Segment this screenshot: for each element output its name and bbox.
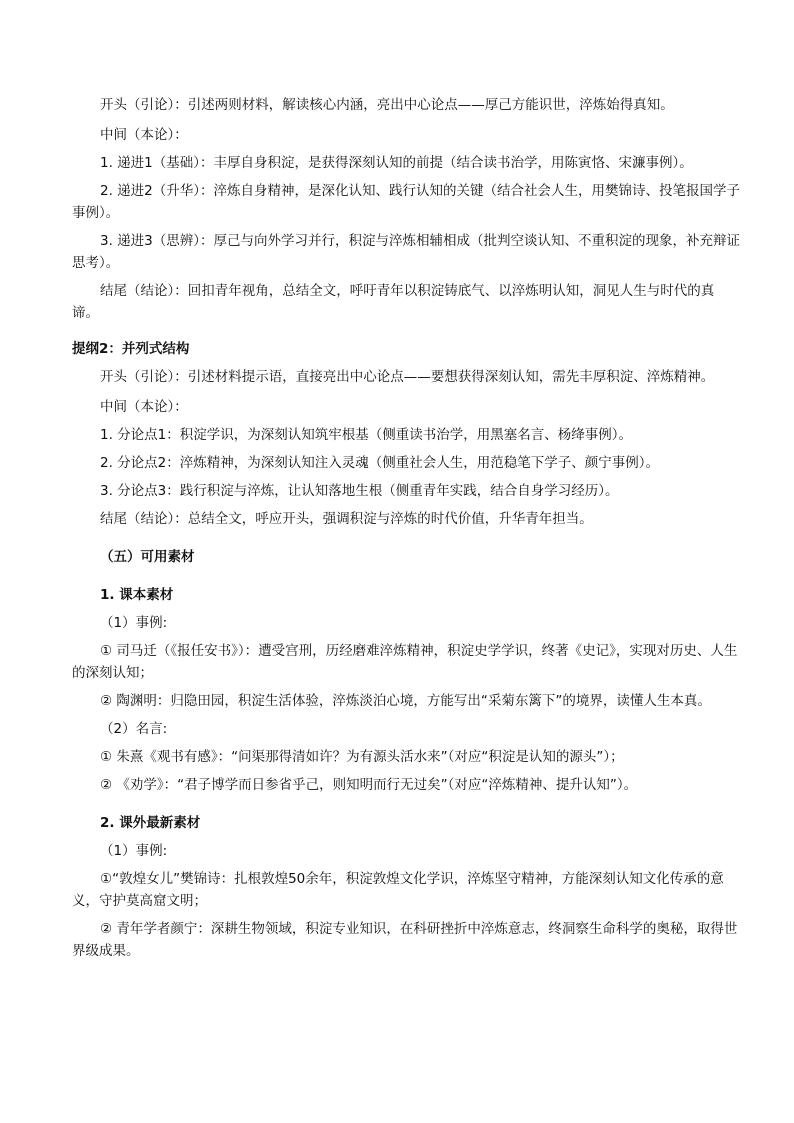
textbook-materials-title: 1. 课本素材 [100, 587, 174, 603]
outline2-item-2: 2. 分论点2：淬炼精神，为深刻认知注入灵魂（侧重社会人生，用范稳笔下学子、颜宁事例）。 [100, 455, 660, 471]
outline1-opening: 开头（引论）：引述两则材料，解读核心内涵，亮出中心论点——厚己方能识世，淬炼始得真知。 [100, 97, 674, 113]
outline1-item-2: 2. 递进2（升华）：淬炼自身精神，是深化认知、践行认知的关键（结合社会人生，用樊锦诗、投笔报国学子事例）。 [72, 183, 741, 221]
extracurricular-case-2: ② 青年学者颜宁：深耕生物领域，积淀专业知识，在科研挫折中淬炼意志，终洞察生命科学的奥秘，取得世界级成果。 [72, 921, 738, 959]
section5-title: （五）可用素材 [100, 549, 195, 565]
outline1-ending: 结尾（结论）：回扣青年视角，总结全文，呼吁青年以积淀铸底气、以淬炼明认知，洞见人生与时代的真谛。 [72, 283, 715, 321]
outline1-item-3: 3. 递进3（思辨）：厚己与向外学习并行，积淀与淬炼相辅相成（批判空谈认知、不重积淀的现象，补充辩证思考）。 [72, 233, 741, 271]
textbook-quote-1: ① 朱熹《观书有感》：“问渠那得清如许？为有源头活水来”（对应“积淀是认知的源头”）； [100, 749, 624, 765]
outline2-title: 提纲2：并列式结构 [72, 341, 190, 357]
extracurricular-cases-label: （1）事例: [100, 843, 168, 859]
outline2-item-1: 1. 分论点1：积淀学识，为深刻认知筑牢根基（侧重读书治学，用黑塞名言、杨绛事例）。 [100, 427, 633, 443]
extracurricular-materials-title: 2. 课外最新素材 [100, 815, 201, 831]
outline2-ending: 结尾（结论）：总结全文，呼应开头，强调积淀与淬炼的时代价值，升华青年担当。 [100, 511, 593, 527]
outline1-item-1: 1. 递进1（基础）：丰厚自身积淀，是获得深刻认知的前提（结合读书治学，用陈寅恪、宋濂事例）。 [100, 155, 693, 171]
textbook-quote-2: ② 《劝学》：“君子博学而日参省乎己，则知明而行无过矣”（对应“淬炼精神、提升认知”）。 [100, 777, 638, 793]
outline2-item-3: 3. 分论点3：践行积淀与淬炼，让认知落地生根（侧重青年实践，结合自身学习经历）。 [100, 483, 619, 499]
textbook-quotes-label: （2）名言: [100, 721, 168, 737]
textbook-case-2: ② 陶渊明：归隐田园，积淀生活体验，淬炼淡泊心境，方能写出“采菊东篱下”的境界，读懂人生本真。 [100, 693, 711, 709]
outline2-middle-label: 中间（本论）： [100, 399, 188, 415]
textbook-case-1: ① 司马迁（《报任安书》）：遭受宫刑，历经磨难淬炼精神，积淀史学学识，终著《史记》，实现对历史、人生的深刻认知； [72, 643, 738, 681]
textbook-cases-label: （1）事例: [100, 615, 168, 631]
outline2-opening: 开头（引论）：引述材料提示语，直接亮出中心论点——要想获得深刻认知，需先丰厚积淀、淬炼精神。 [100, 369, 715, 385]
document-body [72, 94, 740, 962]
outline1-middle-label: 中间（本论）： [100, 127, 188, 143]
extracurricular-case-1: ①“敦煌女儿”樊锦诗：扎根敦煌50余年，积淀敦煌文化学识，淬炼坚守精神，方能深刻认知文化传承的意义，守护莫高窟文明； [72, 871, 724, 909]
